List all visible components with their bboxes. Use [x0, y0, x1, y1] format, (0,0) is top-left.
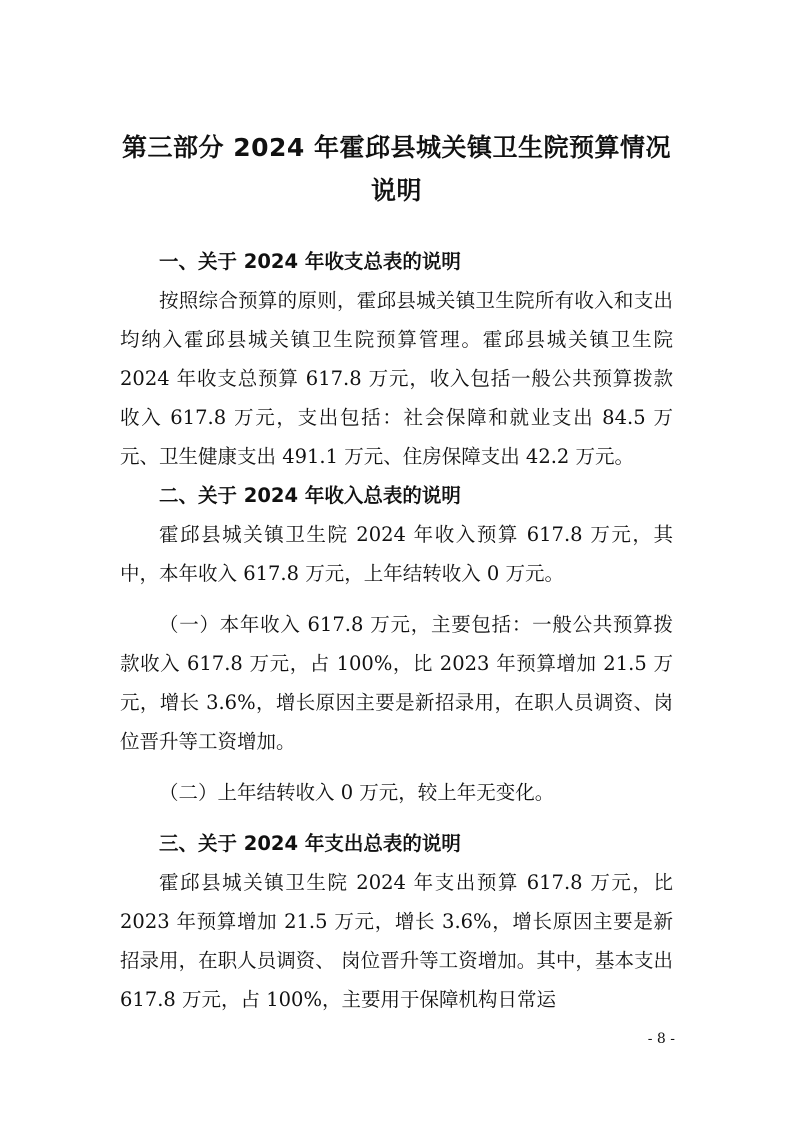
document-body [120, 242, 673, 1019]
section-3-paragraph-1: 霍邱县城关镇卫生院 2024 年支出预算 617.8 万元，比 2023 年预算增加 21.5 万元，增长 3.6%，增长原因主要是新招录用，在职人员调资、 岗位晋升等工资增加。其中，基本支出 617.8 万元，占 100%，主要用于保障机构日常运 [120, 871, 673, 1011]
section-heading-1: 一、关于 2024 年收支总表的说明 [159, 250, 461, 273]
section-2-paragraph-1: 霍邱县城关镇卫生院 2024 年收入预算 617.8 万元，其中，本年收入 617.8 万元，上年结转收入 0 万元。 [120, 523, 673, 585]
section-2-paragraph-3: （二）上年结转收入 0 万元，较上年无变化。 [159, 781, 555, 804]
section-heading-2: 二、关于 2024 年收入总表的说明 [159, 484, 461, 507]
section-heading-3: 三、关于 2024 年支出总表的说明 [159, 832, 461, 855]
page-number: - 8 - [647, 1031, 675, 1047]
section-2-paragraph-2: （一）本年收入 617.8 万元，主要包括：一般公共预算拨款收入 617.8 万元，占 100%，比 2023 年预算增加 21.5 万元，增长 3.6%，增长原因主要是新招录用，在职人员调资、岗位晋升等工资增加。 [120, 613, 673, 753]
section-1-paragraph-1: 按照综合预算的原则，霍邱县城关镇卫生院所有收入和支出均纳入霍邱县城关镇卫生院预算管理。霍邱县城关镇卫生院 2024 年收支总预算 617.8 万元，收入包括一般公共预算拨款收入 617.8 万元，支出包括：社会保障和就业支出 84.5 万元、卫生健康支出 491.1 万元、住房保障支出 42.2 万元。 [120, 289, 673, 468]
page-title: 第三部分 2024 年霍邱县城关镇卫生院预算情况说明 [122, 133, 671, 205]
